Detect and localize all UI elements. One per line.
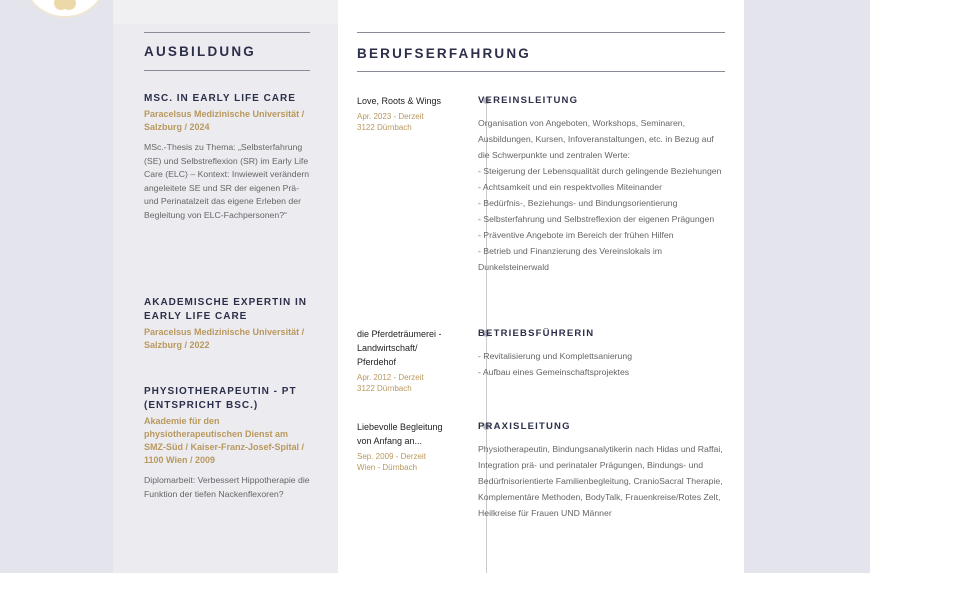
job-description: Organisation von Angeboten, Workshops, Seminaren, Ausbildungen, Kursen, Infoveranstaltungen, etc. in Bezug auf die Schwerpunkte und zentralen Werte: - Steigerung der Lebensqualität durch gelingende Beziehungen - Achtsamkeit und ein respektvolles Miteinander - Bedürfnis-, Beziehungs- und Bindungsorientierung - Selbsterfahrung und Selbstreflexion der eigenen Prägungen - Präventive Angebote im Bereich der frühen Hilfen - Betrieb und Finanzierung des Vereinslokals im Dunkelsteinerwald [478, 118, 722, 272]
job-description: Physiotherapeutin, Bindungsanalytikerin nach Hidas und Raffai, Integration prä- und perinataler Prägungen, Bindungs- und Bedürfnisorientierte Familienbegleitung, CranioSacral Therapie, Komplementäre Methoden, BodyTalk, Frauenkreise/Rotes Zelt, Heilkreise für Frauen UND Männer [478, 444, 723, 518]
page-footer-area [0, 573, 953, 613]
education-description: MSc.-Thesis zu Thema: „Selbsterfahrung (SE) und Selbstreflexion (SR) im Early Life Care (ELC) – Kontext: Inwieweit verändern angeleitete SE und SR der eigenen Prä- und Perinatalzeit das eigene Erleben der Begleitung von ELC-Fachpersonen?“ [144, 142, 310, 220]
education-heading: AUSBILDUNG [144, 44, 256, 59]
job-details [478, 94, 725, 275]
job-title: BETRIEBSFÜHRERIN [478, 328, 595, 339]
experience-panel [338, 0, 744, 573]
education-top-rule [144, 32, 310, 33]
education-item [144, 296, 310, 352]
job-company: die Pferdeträumerei - Landwirtschaft/ Pferdehof [357, 329, 442, 367]
education-sidebar [113, 0, 338, 573]
experience-heading: BERUFSERFAHRUNG [357, 46, 532, 61]
job-title: PRAXISLEITUNG [478, 421, 571, 432]
job-company: Love, Roots & Wings [357, 96, 442, 106]
job-details [478, 327, 725, 380]
education-institution: Paracelsus Medizinische Universität / Salzburg / 2022 [144, 327, 305, 350]
job-description: - Revitalisierung und Komplettsanierung - Aufbau eines Gemeinschaftsprojektes [478, 351, 633, 377]
education-institution: Akademie für den physiotherapeutischen Dienst am SMZ-Süd / Kaiser-Franz-Josef-Spital / 1100 Wien / 2009 [144, 416, 305, 465]
job-details [478, 420, 725, 521]
education-institution: Paracelsus Medizinische Universität / Salzburg / 2024 [144, 109, 305, 132]
education-bottom-rule [144, 70, 310, 71]
education-title: AKADEMISCHE EXPERTIN IN EARLY LIFE CARE [144, 297, 308, 322]
heart-icon [54, 0, 76, 12]
job-company: Liebevolle Begleitung von Anfang an... [357, 422, 443, 446]
job-meta [357, 327, 457, 394]
job-date: Sep. 2009 - Derzeit Wien - Dürnbach [357, 452, 426, 472]
education-item [144, 92, 310, 222]
job-date: Apr. 2023 - Derzeit 3122 Dürnbach [357, 112, 424, 132]
job-title: VEREINSLEITUNG [478, 95, 579, 106]
job-date: Apr. 2012 - Derzeit 3122 Dürnbach [357, 373, 424, 393]
job-meta [357, 420, 457, 473]
education-title: MSC. IN EARLY LIFE CARE [144, 93, 296, 104]
education-item [144, 385, 310, 501]
experience-top-rule [357, 32, 725, 33]
sidebar-top-band [113, 0, 338, 24]
job-meta [357, 94, 457, 133]
experience-bottom-rule [357, 71, 725, 72]
education-description: Diplomarbeit: Verbessert Hippotherapie die Funktion der tiefen Nackenflexoren? [144, 475, 310, 499]
education-title: PHYSIOTHERAPEUTIN - PT (ENTSPRICHT BSC.) [144, 386, 297, 411]
